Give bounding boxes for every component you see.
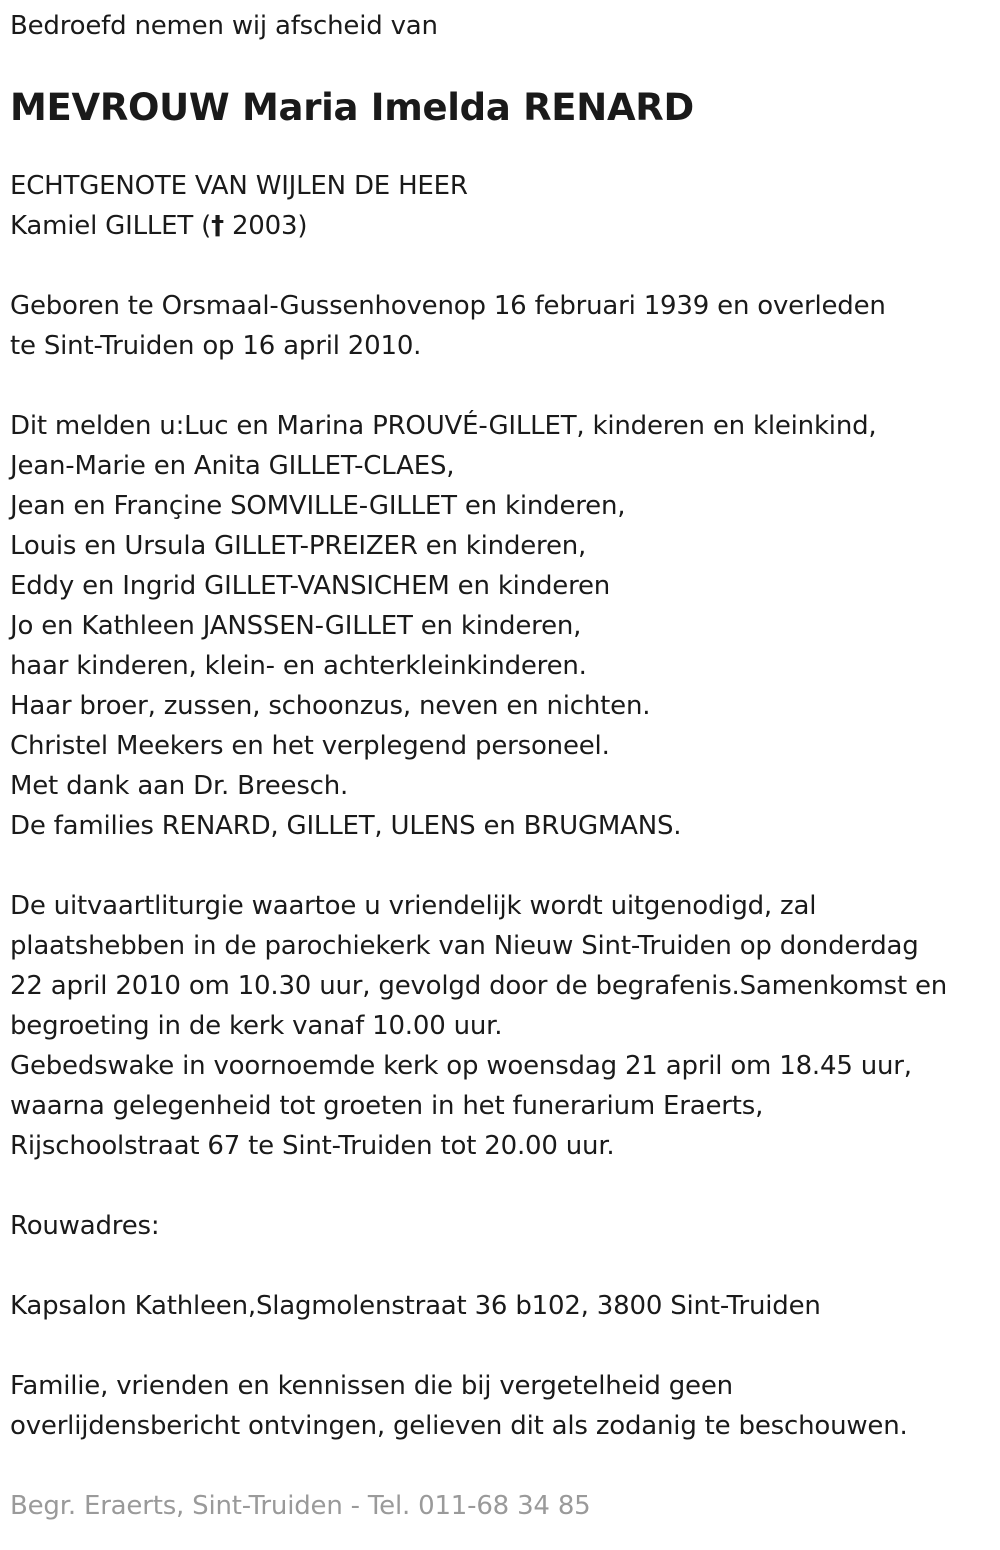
family-line: Met dank aan Dr. Breesch. [10, 771, 349, 801]
spouse-heading: ECHTGENOTE VAN WIJLEN DE HEER [10, 171, 468, 201]
notice-line: overlijdensbericht ontvingen, gelieven dit als zodanig te beschouwen. [10, 1411, 908, 1441]
family-line: Dit melden u:Luc en Marina PROUVÉ-GILLET, kinderen en kleinkind, [10, 411, 877, 441]
family-line: Jo en Kathleen JANSSEN-GILLET en kinderen, [10, 611, 582, 641]
family-line: Jean en Françine SOMVILLE-GILLET en kinderen, [10, 491, 626, 521]
deceased-name: MEVROUW Maria Imelda RENARD [10, 86, 694, 129]
family-line: haar kinderen, klein- en achterkleinkinderen. [10, 651, 587, 681]
notice-line: Familie, vrienden en kennissen die bij vergetelheid geen [10, 1371, 733, 1401]
spouse-name-prefix: Kamiel GILLET ( [10, 211, 212, 241]
ceremony-line: Gebedswake in voornoemde kerk op woensdag 21 april om 18.45 uur, [10, 1051, 912, 1081]
spacer [10, 246, 990, 286]
obituary-notice [10, 6, 990, 1526]
spacer [10, 130, 990, 166]
cross-icon: † [211, 211, 224, 241]
intro-text: Bedroefd nemen wij afscheid van [10, 11, 438, 41]
spacer [10, 366, 990, 406]
spacer [10, 1246, 990, 1286]
ceremony-line: Rijschoolstraat 67 te Sint-Truiden tot 20.00 uur. [10, 1131, 615, 1161]
family-line: De families RENARD, GILLET, ULENS en BRUGMANS. [10, 811, 682, 841]
spacer [10, 846, 990, 886]
ceremony-line: waarna gelegenheid tot groeten in het funerarium Eraerts, [10, 1091, 764, 1121]
ceremony-line: begroeting in de kerk vanaf 10.00 uur. [10, 1011, 503, 1041]
mourning-address: Kapsalon Kathleen,Slagmolenstraat 36 b102, 3800 Sint-Truiden [10, 1291, 821, 1321]
family-line: Louis en Ursula GILLET-PREIZER en kinderen, [10, 531, 587, 561]
address-label: Rouwadres: [10, 1211, 160, 1241]
family-line: Eddy en Ingrid GILLET-VANSICHEM en kinderen [10, 571, 611, 601]
ceremony-line: 22 april 2010 om 10.30 uur, gevolgd door de begrafenis.Samenkomst en [10, 971, 948, 1001]
family-line: Jean-Marie en Anita GILLET-CLAES, [10, 451, 455, 481]
spacer [10, 1326, 990, 1366]
ceremony-line: plaatshebben in de parochiekerk van Nieuw Sint-Truiden op donderdag [10, 931, 919, 961]
spouse-name [10, 206, 990, 246]
ceremony-line: De uitvaartliturgie waartoe u vriendelijk wordt uitgenodigd, zal [10, 891, 817, 921]
funeral-home-footer: Begr. Eraerts, Sint-Truiden - Tel. 011-68 34 85 [10, 1491, 591, 1521]
spacer [10, 1166, 990, 1206]
spouse-name-suffix: 2003) [223, 211, 308, 241]
birth-death-line: te Sint-Truiden op 16 april 2010. [10, 331, 422, 361]
family-line: Haar broer, zussen, schoonzus, neven en nichten. [10, 691, 651, 721]
family-line: Christel Meekers en het verplegend personeel. [10, 731, 610, 761]
spacer [10, 46, 990, 86]
spacer [10, 1446, 990, 1486]
birth-death-line: Geboren te Orsmaal-Gussenhovenop 16 februari 1939 en overleden [10, 291, 886, 321]
